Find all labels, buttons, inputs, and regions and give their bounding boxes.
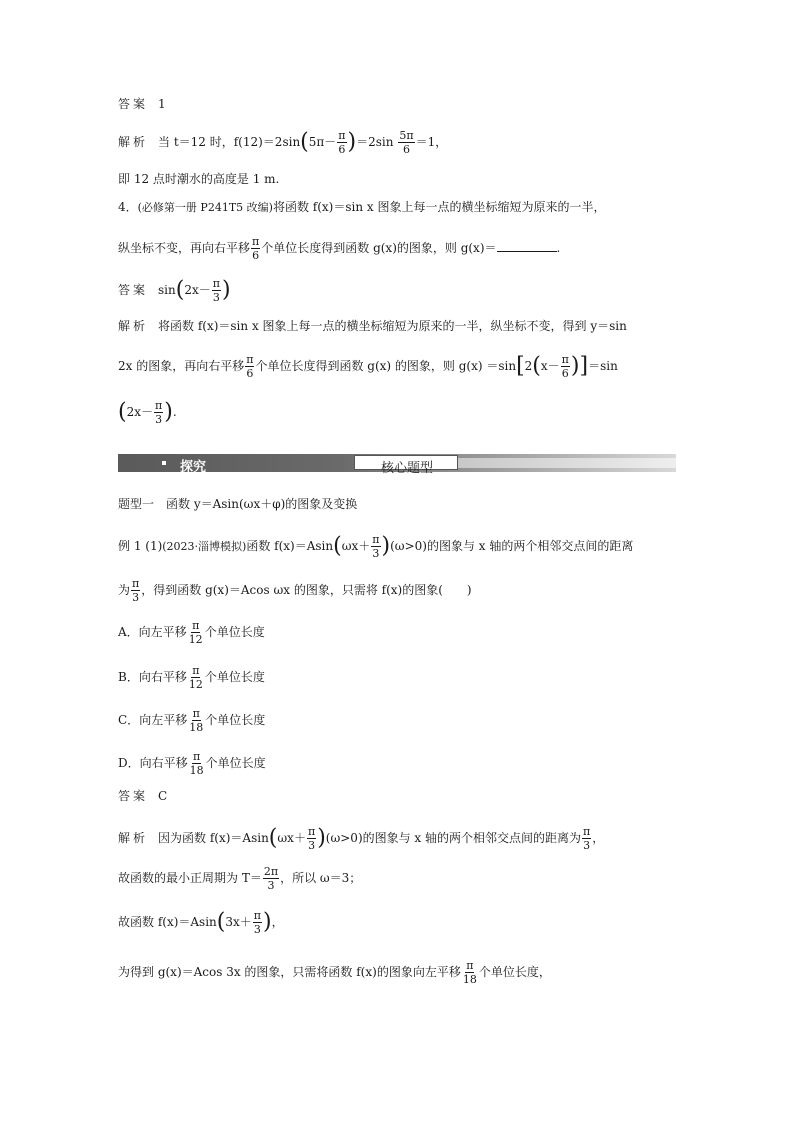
- option-text: 向右平移: [138, 670, 187, 684]
- example-number: 例 1 (1): [118, 539, 163, 553]
- type-heading: 题型一 函数 y＝Asin(ωx＋φ)的图象及变换: [118, 497, 358, 511]
- question-source: (必修第一册 P241T5 改编): [137, 201, 273, 214]
- example-1-line-1: [118, 534, 633, 559]
- period: .: [556, 241, 561, 255]
- answer-label: 答案: [118, 97, 149, 111]
- period: .: [172, 405, 177, 419]
- math-text: 3x＋: [225, 915, 252, 929]
- math-text: ＝2sin: [356, 135, 394, 149]
- analysis-text: 当 t＝12 时，f(12)＝2sin: [158, 135, 301, 149]
- paren: (: [532, 353, 541, 379]
- section-banner: [118, 454, 676, 476]
- fraction: $\frac{\pi}{3}$: [132, 577, 140, 604]
- option-text: 个单位长度: [204, 670, 265, 684]
- example-source: (2023·淄博模拟): [162, 540, 247, 553]
- answer-blank: [497, 241, 557, 252]
- example-text: 为: [118, 583, 131, 597]
- answer-line-2: [118, 278, 231, 303]
- option-text: 向左平移: [139, 713, 188, 727]
- math-text: ωx＋: [341, 539, 371, 553]
- question-4-line-2: [118, 236, 560, 261]
- analysis-text: 故函数的最小正周期为 T＝: [118, 871, 262, 885]
- math-text: ＝sin: [588, 359, 618, 373]
- analysis-line-3: [118, 354, 618, 379]
- fraction: $\frac{\pi}{3}$: [583, 825, 591, 852]
- fraction: $\frac{\pi}{3}$: [307, 825, 316, 852]
- analysis-line-4: [118, 400, 177, 425]
- analysis-text: 个单位长度得到函数 g(x) 的图象，则 g(x) ＝sin: [255, 359, 517, 373]
- answer-line-3: [118, 790, 167, 802]
- analysis-line-2: [118, 320, 627, 332]
- analysis-text: 为得到 g(x)＝Acos 3x 的图象，只需将函数 f(x)的图象向左平移: [118, 965, 461, 979]
- analysis-text: 个单位长度，: [478, 965, 551, 979]
- math-text: 2x－: [184, 283, 211, 297]
- math-text: ωx＋: [277, 831, 306, 845]
- banner-bullet-icon: [162, 461, 166, 465]
- analysis-text: 因为函数 f(x)＝Asin: [158, 831, 269, 845]
- comma: ，: [271, 915, 284, 929]
- option-letter: C．: [118, 713, 140, 727]
- option-text: 向右平移: [139, 756, 188, 770]
- comma: ，: [592, 831, 605, 845]
- paren: (: [175, 277, 185, 303]
- paren: ): [381, 533, 391, 559]
- math-text: x－: [540, 359, 560, 373]
- fraction: $\frac{\pi}{12}$: [188, 664, 203, 691]
- analysis-line-1: [118, 130, 447, 155]
- paren: ): [570, 353, 580, 379]
- paren: (: [300, 129, 309, 155]
- analysis-line-6: [118, 866, 361, 891]
- paren: ): [221, 277, 231, 303]
- answer-value: C: [158, 789, 168, 803]
- fraction: $\frac{\pi}{6}$: [338, 129, 346, 156]
- conclusion-line: 即 12 点时潮水的高度是 1 m.: [118, 172, 280, 186]
- example-text: (ω>0)的图象与 x 轴的两个相邻交点间的距离: [390, 539, 634, 553]
- fraction: $\frac{\pi}{3}$: [253, 909, 262, 936]
- fraction: $\frac{\pi}{3}$: [155, 399, 163, 426]
- answer-label: 答案: [118, 283, 149, 297]
- option-letter: A．: [118, 625, 139, 639]
- bracket: [: [516, 353, 525, 379]
- analysis-line-7: [118, 910, 284, 935]
- answer-label: 答案: [118, 789, 149, 803]
- math-text: 5π－: [308, 135, 337, 149]
- analysis-text: 故函数 f(x)＝Asin: [118, 915, 217, 929]
- paren: (: [268, 825, 278, 851]
- option-text: 个单位长度: [204, 625, 265, 639]
- fraction: $\frac{5\pi}{6}$: [399, 129, 414, 156]
- banner-title-right: 核心题型: [380, 461, 433, 476]
- fraction: $\frac{\pi}{3}$: [372, 533, 380, 560]
- answer-value: 1: [158, 97, 166, 111]
- banner-box: [354, 455, 458, 476]
- option-letter: D．: [118, 756, 140, 770]
- bracket: ]: [579, 353, 589, 379]
- banner-title-left: 探究: [180, 460, 207, 475]
- paren: (: [333, 533, 342, 559]
- fraction: $\frac{\pi}{18}$: [189, 707, 204, 734]
- analysis-text: 将函数 f(x)＝sin x 图象上每一点的横坐标缩短为原来的一半，纵坐标不变，得到 y＝sin: [158, 319, 627, 333]
- question-4-line-1: [118, 201, 605, 213]
- analysis-text: 2x 的图象，再向右平移: [118, 359, 245, 373]
- question-number: 4．: [118, 200, 138, 214]
- math-text: sin: [158, 283, 176, 297]
- fraction: $\frac{\pi}{6}$: [252, 235, 260, 262]
- option-text: 个单位长度: [205, 756, 266, 770]
- fraction: $\frac{2\pi}{3}$: [263, 865, 279, 892]
- math-text: 2x－: [126, 405, 153, 419]
- option-d: [118, 751, 266, 776]
- example-text: ，得到函数 g(x)＝Acos ωx 的图象，只需将 f(x)的图象( ): [141, 583, 472, 597]
- example-1-line-2: [118, 578, 472, 603]
- example-text: 函数 f(x)＝Asin: [246, 539, 334, 553]
- analysis-text: (ω>0)的图象与 x 轴的两个相邻交点间的距离为: [325, 831, 582, 845]
- question-text: 纵坐标不变，再向右平移: [118, 241, 251, 255]
- option-c: [118, 708, 265, 733]
- option-a: [118, 620, 265, 645]
- fraction: $\frac{\pi}{18}$: [189, 750, 204, 777]
- paren: (: [118, 399, 127, 425]
- analysis-label: 解析: [118, 831, 149, 845]
- paren: ): [164, 399, 173, 425]
- option-text: 个单位长度: [205, 713, 266, 727]
- option-b: [118, 665, 265, 690]
- math-text: 2: [524, 359, 533, 373]
- paren: ): [263, 909, 272, 935]
- fraction: $\frac{\pi}{18}$: [462, 959, 477, 986]
- banner-fade: [458, 458, 676, 468]
- fraction: $\frac{\pi}{12}$: [188, 619, 203, 646]
- paren: ): [317, 825, 326, 851]
- fraction: $\frac{\pi}{3}$: [212, 277, 220, 304]
- analysis-text: ，所以 ω＝3；: [280, 871, 362, 885]
- analysis-line-5: [118, 826, 604, 851]
- fraction: $\frac{\pi}{6}$: [246, 353, 254, 380]
- option-text: 向左平移: [138, 625, 187, 639]
- option-letter: B．: [118, 670, 139, 684]
- analysis-label: 解析: [118, 319, 149, 333]
- question-text: 将函数 f(x)＝sin x 图象上每一点的横坐标缩短为原来的一半，: [272, 200, 606, 214]
- paren: (: [216, 909, 226, 935]
- math-text: ＝1，: [415, 135, 448, 149]
- answer-line-1: [118, 98, 166, 110]
- analysis-label: 解析: [118, 135, 149, 149]
- analysis-line-8: [118, 960, 551, 985]
- question-text: 个单位长度得到函数 g(x)的图象，则 g(x)＝: [261, 241, 497, 255]
- fraction: $\frac{\pi}{6}$: [561, 353, 569, 380]
- paren: ): [347, 129, 357, 155]
